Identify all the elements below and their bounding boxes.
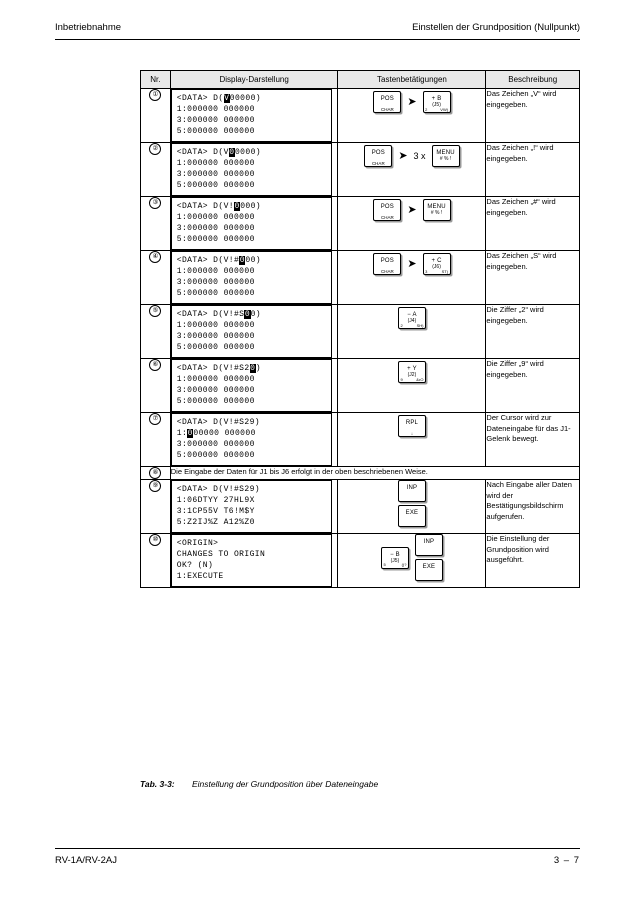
- arrow-right-icon: ➤: [398, 149, 408, 162]
- key-plus-c-j6[interactable]: + C (J6) 3 ST): [423, 253, 451, 275]
- footer-page-number: 3 – 7: [553, 855, 580, 866]
- footer-left-text: RV-1A/RV-2AJ: [55, 855, 117, 866]
- repeat-count-label: 3 x: [413, 151, 426, 161]
- display-cell: [170, 534, 338, 588]
- table-row: [141, 534, 580, 588]
- description-cell: Das Zeichen „#“ wird eingegeben.: [486, 197, 580, 251]
- description-cell: Nach Eingabe aller Daten wird der Bestätigungsbildschirm aufgerufen.: [486, 480, 580, 534]
- row-number: ⑥: [141, 359, 171, 413]
- lcd-line-4: 5:000000 000000: [176, 127, 255, 136]
- lcd-line-4: 5:000000 000000: [176, 289, 255, 298]
- row-number: ④: [141, 251, 171, 305]
- lcd-panel: [171, 480, 332, 533]
- keys-cell: [338, 143, 486, 197]
- key-plus-b-j5[interactable]: + B (J5) 2 VW): [423, 91, 451, 113]
- table-row: [141, 251, 580, 305]
- row-number: ⑨: [141, 480, 171, 534]
- key-exe[interactable]: EXE: [415, 559, 443, 581]
- table-row: [141, 305, 580, 359]
- lcd-line-1: <DATA> D(V!#S29): [176, 418, 260, 427]
- lcd-line-1: <DATA> D(V!#000): [176, 256, 261, 265]
- lcd-panel: [171, 305, 332, 358]
- arrow-right-icon: ➤: [407, 95, 417, 108]
- header-divider: [55, 39, 580, 40]
- row-number: ⑤: [141, 305, 171, 359]
- keys-cell: [338, 89, 486, 143]
- lcd-line-2: 1:000000 000000: [176, 321, 255, 330]
- lcd-line-3: 3:000000 000000: [176, 116, 255, 125]
- lcd-line-3: 3:000000 000000: [176, 332, 255, 341]
- footer-divider: [55, 848, 580, 849]
- description-cell: Die Ziffer „2“ wird eingegeben.: [486, 305, 580, 359]
- lcd-line-4: 5:000000 000000: [176, 235, 255, 244]
- procedure-table: [140, 70, 580, 588]
- column-header-display: Display-Darstellung: [170, 71, 338, 89]
- caption-text: Einstellung der Grundposition über Dateneingabe: [192, 779, 379, 789]
- row-number: ⑦: [141, 413, 171, 467]
- description-cell: Die Ziffer „9“ wird eingegeben.: [486, 359, 580, 413]
- lcd-line-2: 1:000000 000000: [176, 105, 255, 114]
- keys-cell: [338, 251, 486, 305]
- key-exe[interactable]: EXE: [398, 505, 426, 527]
- table-row: [141, 480, 580, 534]
- row-number: ⑩: [141, 534, 171, 588]
- lcd-panel: [171, 143, 332, 196]
- key-minus-a-j4[interactable]: − A (J4) 2 SH): [398, 307, 426, 329]
- key-plus-y-j2[interactable]: + Y (J2) 9 &•O: [398, 361, 426, 383]
- lcd-line-4: 5:000000 000000: [176, 397, 255, 406]
- display-cell: [170, 305, 338, 359]
- key-pos-char[interactable]: POS CHAR: [364, 145, 392, 167]
- column-header-nr: Nr.: [141, 71, 171, 89]
- keys-cell: [338, 359, 486, 413]
- keys-cell: [338, 534, 486, 588]
- lcd-line-4: 5:000000 000000: [176, 451, 255, 460]
- lcd-line-3: 3:000000 000000: [176, 440, 255, 449]
- description-cell: Die Einstellung der Grundposition wird ausgeführt.: [486, 534, 580, 588]
- table-row: [141, 197, 580, 251]
- lcd-line-1: <DATA> D(V!#S29): [176, 485, 260, 494]
- lcd-line-4: 5:Z2IJ%Z A12%Z0: [176, 518, 255, 527]
- lcd-line-3: OK? (N): [176, 561, 214, 570]
- lcd-panel: [171, 413, 332, 466]
- key-rpl[interactable]: RPL ↓: [398, 415, 426, 437]
- lcd-panel: [171, 197, 332, 250]
- key-inp[interactable]: INP: [398, 480, 426, 502]
- description-cell: Der Cursor wird zur Dateneingabe für das J1-Gelenk bewegt.: [486, 413, 580, 467]
- table-row: [141, 467, 580, 480]
- description-cell: Das Zeichen „!“ wird eingegeben.: [486, 143, 580, 197]
- display-cell: [170, 359, 338, 413]
- key-menu[interactable]: MENU # % !: [423, 199, 451, 221]
- lcd-line-3: 3:000000 000000: [176, 170, 255, 179]
- display-cell: [170, 197, 338, 251]
- display-cell: [170, 413, 338, 467]
- lcd-line-2: 1:000000 000000: [176, 159, 255, 168]
- header-right-text: Einstellen der Grundposition (Nullpunkt): [412, 22, 580, 33]
- description-cell: Das Zeichen „V“ wird eingegeben.: [486, 89, 580, 143]
- lcd-line-4: 5:000000 000000: [176, 343, 255, 352]
- lcd-panel: [171, 89, 332, 142]
- row-number: ②: [141, 143, 171, 197]
- key-pos-char[interactable]: POS CHAR: [373, 199, 401, 221]
- lcd-line-1: <DATA> D(V00000): [176, 94, 261, 103]
- caption-label: Tab. 3-3:: [140, 779, 175, 789]
- lcd-line-2: 1:000000 000000: [176, 375, 255, 384]
- keys-cell: [338, 305, 486, 359]
- description-cell: Das Zeichen „S“ wird eingegeben.: [486, 251, 580, 305]
- key-menu[interactable]: MENU # % !: [432, 145, 460, 167]
- header-left-text: Inbetriebnahme: [55, 22, 122, 33]
- keys-cell: [338, 197, 486, 251]
- display-cell: [170, 89, 338, 143]
- lcd-panel: [171, 251, 332, 304]
- column-header-keys: Tastenbetätigungen: [338, 71, 486, 89]
- lcd-line-2: 1:000000 000000: [176, 213, 255, 222]
- key-minus-b-j5[interactable]: − B (J5) 5 ()?: [381, 547, 409, 569]
- table-caption: [140, 779, 378, 789]
- row-number: ③: [141, 197, 171, 251]
- key-pos-char[interactable]: POS CHAR: [373, 91, 401, 113]
- row-number: ①: [141, 89, 171, 143]
- lcd-line-3: 3:000000 000000: [176, 224, 255, 233]
- lcd-line-1: <DATA> D(V00000): [176, 148, 261, 157]
- key-pos-char[interactable]: POS CHAR: [373, 253, 401, 275]
- key-inp[interactable]: INP: [415, 534, 443, 556]
- lcd-line-2: CHANGES TO ORIGIN: [176, 550, 266, 559]
- table-row: [141, 413, 580, 467]
- display-cell: [170, 251, 338, 305]
- lcd-line-2: 1:000000 000000: [176, 429, 256, 438]
- lcd-line-2: 1:06DTYY 27HL9X: [176, 496, 255, 505]
- lcd-panel: [171, 359, 332, 412]
- display-cell: [170, 480, 338, 534]
- lcd-line-3: 3:1CP55V T6!M$Y: [176, 507, 255, 516]
- lcd-line-3: 3:000000 000000: [176, 278, 255, 287]
- arrow-right-icon: ➤: [407, 257, 417, 270]
- table-row: [141, 359, 580, 413]
- table-row: [141, 143, 580, 197]
- lcd-line-2: 1:000000 000000: [176, 267, 255, 276]
- lcd-line-1: <DATA> D(V!#S00): [176, 310, 261, 319]
- keys-cell: [338, 480, 486, 534]
- lcd-line-1: <DATA> D(V!#S20): [176, 364, 261, 373]
- lcd-line-4: 1:EXECUTE: [176, 572, 224, 581]
- lcd-line-1: <ORIGIN>: [176, 539, 219, 548]
- lcd-line-1: <DATA> D(V!0000): [176, 202, 261, 211]
- table-header-row: [141, 71, 580, 89]
- display-cell: [170, 143, 338, 197]
- row-number: ⑧: [141, 467, 171, 480]
- lcd-line-3: 3:000000 000000: [176, 386, 255, 395]
- table-row: [141, 89, 580, 143]
- keys-cell: [338, 413, 486, 467]
- arrow-right-icon: ➤: [407, 203, 417, 216]
- lcd-line-4: 5:000000 000000: [176, 181, 255, 190]
- note-cell: Die Eingabe der Daten für J1 bis J6 erfolgt in der oben beschriebenen Weise.: [170, 467, 579, 480]
- column-header-description: Beschreibung: [486, 71, 580, 89]
- lcd-panel: [171, 534, 332, 587]
